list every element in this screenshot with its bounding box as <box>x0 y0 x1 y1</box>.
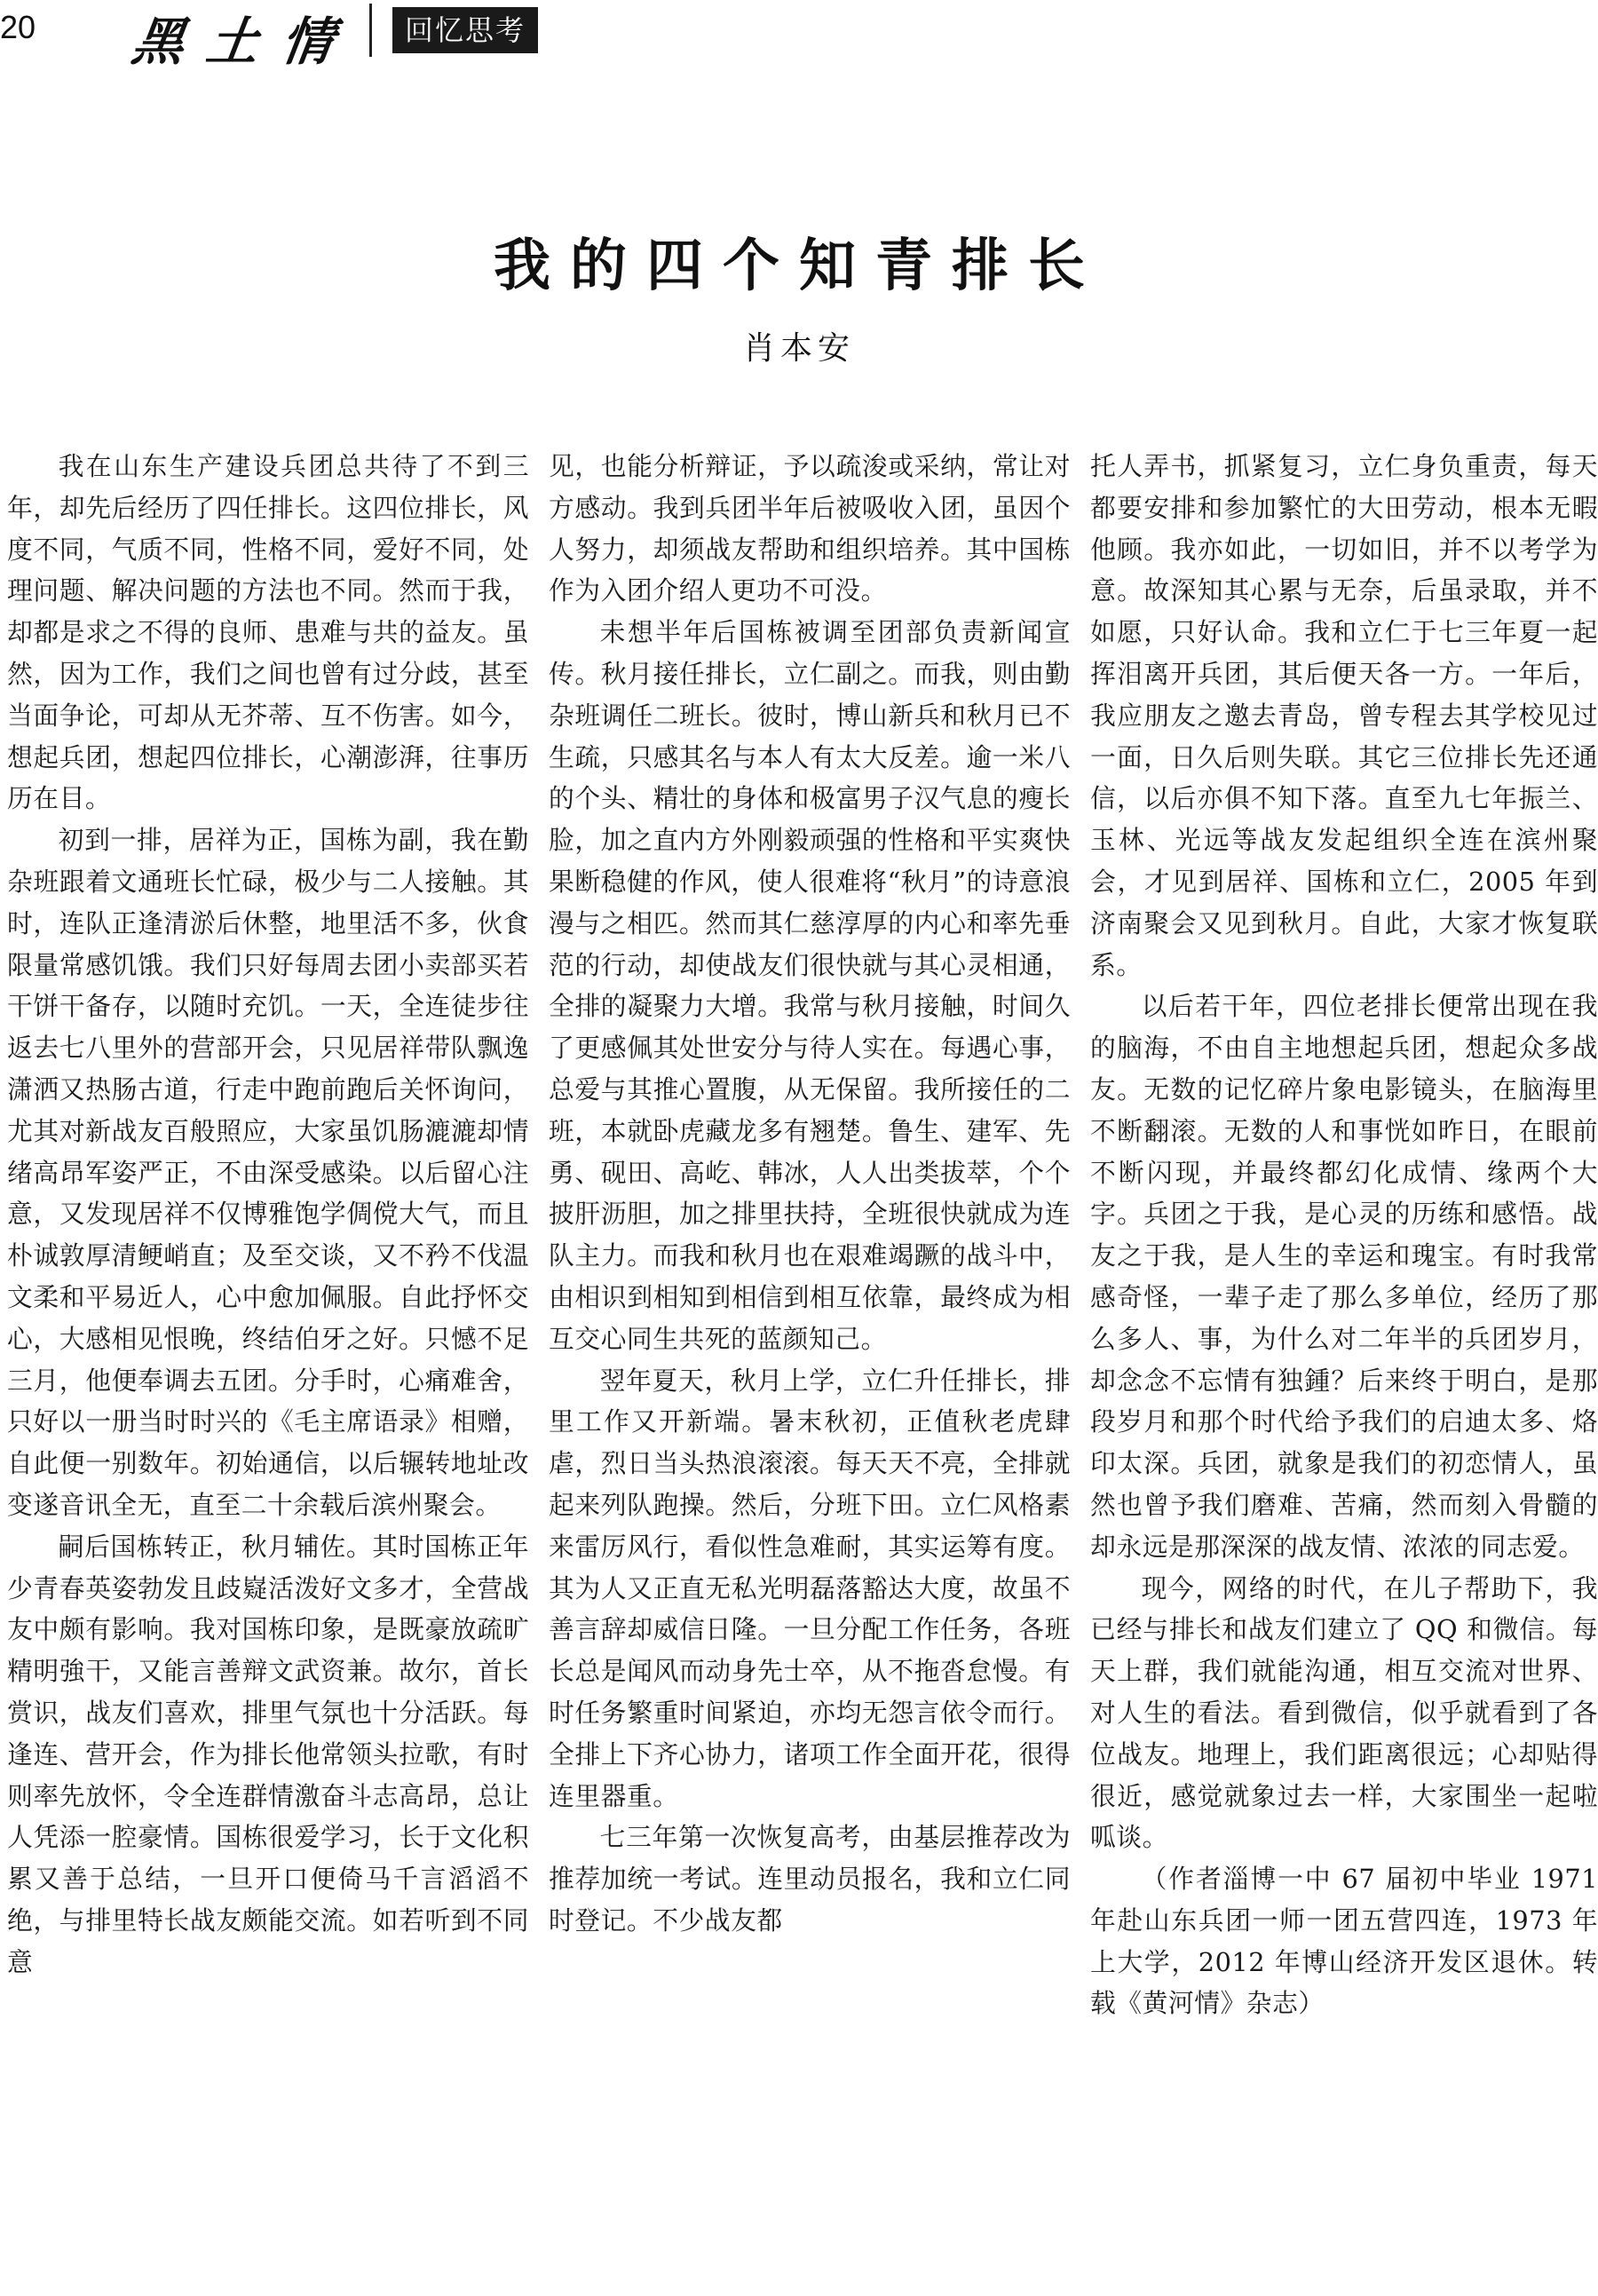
text-column-3 <box>1090 446 1598 2296</box>
magazine-logo: 黑土情 <box>128 12 361 72</box>
author-note: （作者淄博一中 67 届初中毕业 1971 年赴山东兵团一师一团五营四连，1973 年上大学，2012 年博山经济开发区退休。转载《黄河情》杂志） <box>1090 1864 1598 2019</box>
paragraph: 托人弄书，抓紧复习，立仁身负重责，每天都要安排和参加繁忙的大田劳动，根本无暇他顾。我亦如此，一切如旧，并不以考学为意。故深知其心累与无奈，后虽录取，并不如愿，只好认命。我和立仁于七三年夏一起挥泪离开兵团，其后便天各一方。一年后，我应朋友之邀去青岛，曾专程去其学校见过一面，日久后则失联。其它三位排长先还通信，以后亦俱不知下落。直至九七年振兰、玉林、光远等战友发起组织全连在滨州聚会，才见到居祥、国栋和立仁，2005 年到济南聚会又见到秋月。自此，大家才恢复联系。 <box>1090 451 1598 980</box>
paragraph: 未想半年后国栋被调至团部负责新闻宣传。秋月接任排长，立仁副之。而我，则由勤杂班调任二班长。彼时，博山新兵和秋月已不生疏，只感其名与本人有太大反差。逾一米八的个头、精壮的身体和极富男子汉气息的瘦长脸，加之直内方外刚毅顽强的性格和平实爽快果断稳健的作风，使人很难将“秋月”的诗意浪漫与之相匹。然而其仁慈淳厚的内心和率先垂范的行动，却使战友们很快就与其心灵相通，全排的凝聚力大增。我常与秋月接触，时间久了更感佩其处世安分与待人实在。每遇心事，总爱与其推心置腹，从无保留。我所接任的二班，本就卧虎藏龙多有翘楚。鲁生、建军、先勇、砚田、高屹、韩冰，人人出类拔萃，个个披肝沥胆，加之排里扶持，全班很快就成为连队主力。而我和秋月也在艰难竭蹶的战斗中，由相识到相知到相信到相互依靠，最终成为相互交心同生共死的蓝颜知己。 <box>549 617 1071 1354</box>
paragraph: 我在山东生产建设兵团总共待了不到三年，却先后经历了四任排长。这四位排长，风度不同，气质不同，性格不同，爱好不同，处理问题、解决问题的方法也不同。然而于我，却都是求之不得的良师、患难与共的益友。虽然，因为工作，我们之间也曾有过分歧，甚至当面争论，可却从无芥蒂、互不伤害。如今，想起兵团，想起四位排长，心潮澎湃，往事历历在目。 <box>7 451 529 814</box>
page-number: 20 <box>0 9 36 45</box>
paragraph: 翌年夏天，秋月上学，立仁升任排长，排里工作又开新端。暑末秋初，正值秋老虎肆虐，烈日当头热浪滚滚。每天天不亮，全排就起来列队跑操。然后，分班下田。立仁风格素来雷厉风行，看似性急难耐，其实运筹有度。其为人又正直无私光明磊落豁达大度，故虽不善言辞却威信日隆。一旦分配工作任务，各班长总是闻风而动身先士卒，从不拖沓怠慢。有时任务繁重时间紧迫，亦均无怨言依令而行。全排上下齐心协力，诸项工作全面开花，很得连里器重。 <box>549 1365 1071 1811</box>
paragraph: 以后若干年，四位老排长便常出现在我的脑海，不由自主地想起兵团，想起众多战友。无数的记忆碎片象电影镜头，在脑海里不断翻滚。无数的人和事恍如昨日，在眼前不断闪现，并最终都幻化成情、缘两个大字。兵团之于我，是心灵的历练和感悟。战友之于我，是人生的幸运和瑰宝。有时我常感奇怪，一辈子走了那么多单位，经历了那么多人、事，为什么对二年半的兵团岁月，却念念不忘情有独鍾？后来终于明白，是那段岁月和那个时代给予我们的启迪太多、烙印太深。兵团，就象是我们的初恋情人，虽然也曾予我们磨难、苦痛，然而刻入骨髓的却永远是那深深的战友情、浓浓的同志爱。 <box>1090 991 1598 1562</box>
page-header <box>0 0 1598 72</box>
text-column-2 <box>549 446 1071 2296</box>
article-title: 我的四个知青排长 <box>494 234 1104 299</box>
section-tag: 回忆思考 <box>392 7 538 53</box>
paragraph: 见，也能分析辩证，予以疏浚或采纳，常让对方感动。我到兵团半年后被吸收入团，虽因个人努力，却须战友帮助和组织培养。其中国栋作为入团介绍人更功不可没。 <box>549 451 1071 606</box>
text-column-1 <box>7 446 529 2296</box>
header-divider <box>369 4 372 57</box>
paragraph: 七三年第一次恢复高考，由基层推荐改为推荐加统一考试。连里动员报名，我和立仁同时登记。不少战友都 <box>549 1822 1071 1936</box>
paragraph: 初到一排，居祥为正，国栋为副，我在勤杂班跟着文通班长忙碌，极少与二人接触。其时，连队正逢清淤后休整，地里活不多，伙食限量常感饥饿。我们只好每周去团小卖部买若干饼干备存，以随时充饥。一天，全连徒步往返去七八里外的营部开会，只见居祥带队飘逸潇洒又热肠古道，行走中跑前跑后关怀询问，尤其对新战友百般照应，大家虽饥肠漉漉却情绪高昂军姿严正，不由深受感染。以后留心注意，又发现居祥不仅博雅饱学倜傥大气，而且朴诚敦厚清鲠峭直；及至交谈，又不矜不伐温文柔和平易近人，心中愈加佩服。自此抒怀交心，大感相见恨晚，终结伯牙之好。只憾不足三月，他便奉调去五团。分手时，心痛难舍，只好以一册当时时兴的《毛主席语录》相赠，自此便一别数年。初始通信，以后辗转地址改变遂音讯全无，直至二十余载后滨州聚会。 <box>7 825 529 1520</box>
article-author: 肖本安 <box>742 330 855 367</box>
paragraph: 嗣后国栋转正，秋月辅佐。其时国栋正年少青春英姿勃发且歧嶷活泼好文多才，全营战友中颇有影响。我对国栋印象，是既豪放疏旷精明強干，又能言善辩文武资兼。故尔，首长赏识，战友们喜欢，排里气氛也十分活跃。每逢连、营开会，作为排长他常领头拉歌，有时则率先放怀，令全连群情激奋斗志高昂，总让人凭添一腔豪情。国栋很爱学习，长于文化积累又善于总结，一旦开口便倚马千言滔滔不绝，与排里特长战友颇能交流。如若听到不同意 <box>7 1531 529 1977</box>
paragraph: 现今，网络的时代，在儿子帮助下，我已经与排长和战友们建立了 QQ 和微信。每天上群，我们就能沟通，相互交流对世界、对人生的看法。看到微信，似乎就看到了各位战友。地理上，我们距离很远；心却贴得很近，感觉就象过去一样，大家围坐一起啦呱谈。 <box>1090 1572 1598 1853</box>
